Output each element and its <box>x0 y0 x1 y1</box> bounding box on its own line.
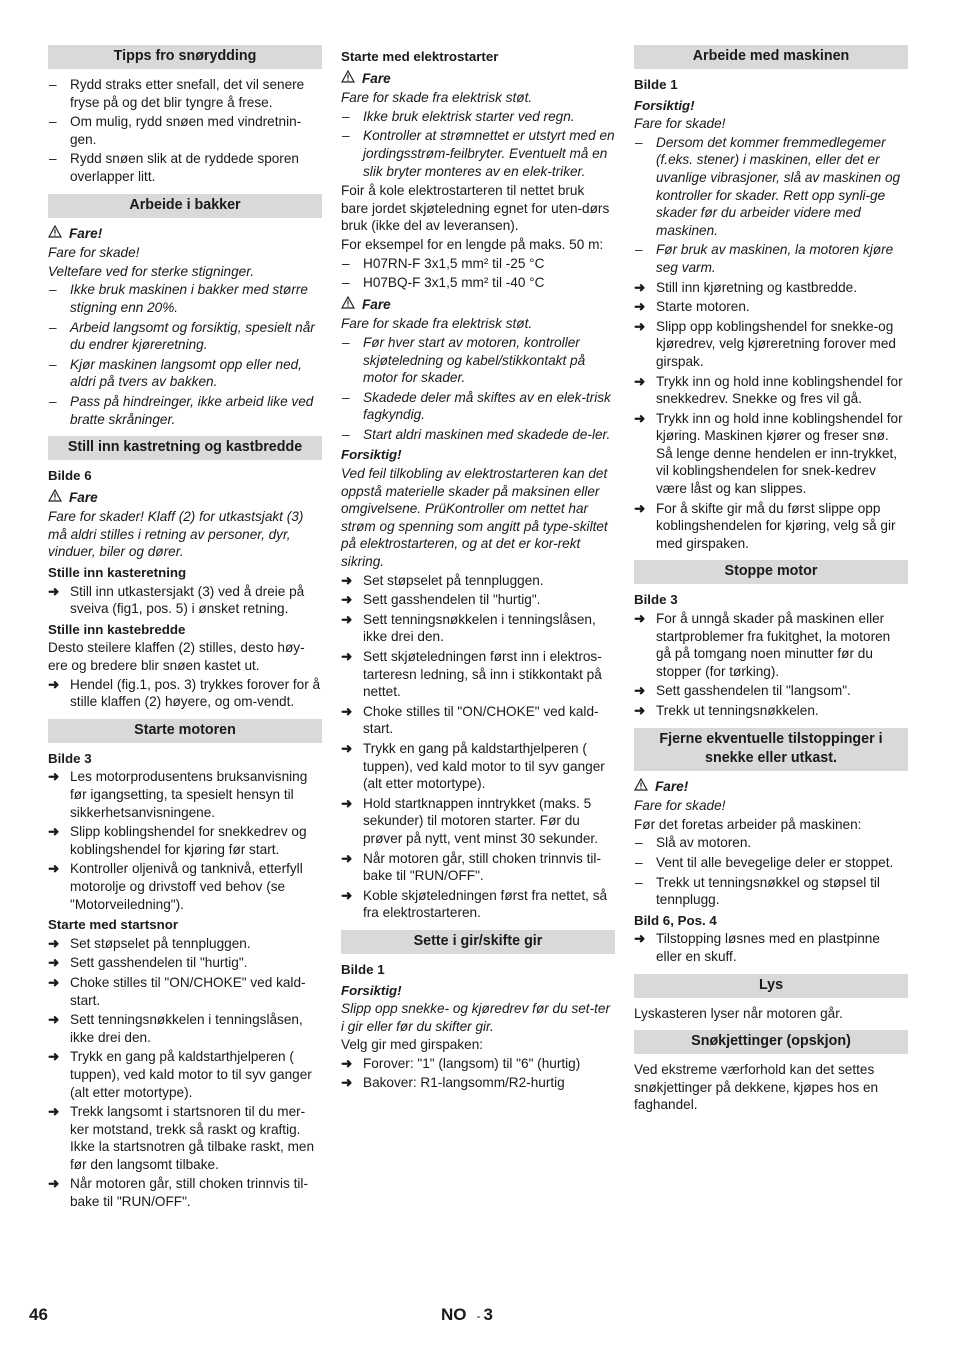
paragraph: Foir å kole elektrostarteren til nettet bruk bare jordet skjøteledning egnet for uten-dørs bruk (ikke del av leveransen). <box>341 183 610 234</box>
subheading: Bilde 3 <box>48 750 92 766</box>
step-item <box>341 591 615 609</box>
paragraph: Veltefare ved for sterke stigninger. <box>48 263 255 279</box>
item-text: Sett tenningsnøkkelen i tenningslåsen, ikke drei den. <box>363 611 596 645</box>
step-item <box>48 583 322 618</box>
item-text: Vent til alle bevegelige deler er stoppet. <box>656 854 894 870</box>
item-text: Slipp koblingshendel for snekkedrev og koblingshendel for kjøring før start. <box>70 824 307 857</box>
step-item <box>634 610 908 680</box>
item-text: Ikke bruk elektrisk starter ved regn. <box>363 108 575 124</box>
item-text: Arbeid langsomt og forsiktig, spesielt når du endrer kjøreretning. <box>70 319 315 353</box>
arrow-icon: ➜ <box>341 703 353 719</box>
arrow-icon: ➜ <box>48 1176 60 1192</box>
list-item <box>48 281 322 316</box>
section-heading: Arbeide i bakker <box>48 194 322 218</box>
item-text: Bakover: R1-langsomm/R2-hurtig <box>363 1075 565 1091</box>
step-item <box>48 935 322 953</box>
warning-triangle-icon <box>341 70 356 88</box>
arrow-icon: ➜ <box>341 611 353 627</box>
list-item <box>48 76 322 111</box>
warning-text: Fare! <box>69 225 103 241</box>
list-item <box>341 127 615 180</box>
paragraph: Fare for skade fra elektrisk støt. <box>341 316 533 332</box>
step-item <box>341 572 615 590</box>
item-text: Trykk en gang på kaldstarthjelperen ( tuppen), ved kald motor to til syv ganger (alt etter motortype). <box>363 740 605 792</box>
section-heading: Snøkjettinger (opskjon) <box>634 1030 908 1054</box>
subheading: Starte med elektrostarter <box>341 49 499 64</box>
item-text: Koble skjøteledningen først fra nettet, så fra elektrostarteren. <box>363 887 608 921</box>
dash-bullet: – <box>342 275 350 291</box>
dash-bullet: – <box>342 426 350 442</box>
step-item <box>634 500 908 553</box>
step-item <box>48 954 322 972</box>
item-text: Kontroller at strømnettet er utstyrt med en jordingsstrøm-feilbryter. Eventuelt må en slik bryter monteres av en elek-triker. <box>363 128 615 179</box>
item-text: Start aldri maskinen med skadede de-ler. <box>363 426 611 442</box>
step-item <box>341 795 615 848</box>
paragraph: Fare for skade! <box>48 245 140 261</box>
item-text: Forover: "1" (langsom) til "6" (hurtig) <box>363 1055 581 1071</box>
language-code <box>441 1306 493 1326</box>
item-text: Trekk langsomt i startsnoren til du mer-ker motstand, trekk så raskt og kraftig. Ikke la startsnotren gå tilbake raskt, men før den langsomt tilbake. <box>70 1104 315 1172</box>
arrow-icon: ➜ <box>48 769 60 785</box>
item-text: Sett gasshendelen til "langsom". <box>656 683 851 699</box>
arrow-icon: ➜ <box>48 824 60 840</box>
step-item <box>341 850 615 885</box>
dash-bullet: – <box>49 393 57 409</box>
warning-triangle-icon <box>48 489 63 507</box>
item-text: For å skifte gir må du først slippe opp koblingshendelen for kjøring, velg så gir med girspaken. <box>656 500 896 551</box>
item-text: Pass på hindreinger, ikke arbeid like ved bratte skråninger. <box>70 393 314 427</box>
dash-bullet: – <box>342 255 350 271</box>
item-text: Når motoren går, still choken trinnvis til-bake til "RUN/OFF". <box>70 1176 308 1210</box>
arrow-icon: ➜ <box>634 703 646 718</box>
list-item <box>634 241 908 276</box>
arrow-icon: ➜ <box>48 861 60 877</box>
paragraph: Fare for skader! Klaff (2) for utkastsjakt (3) må aldri stilles i retning av personer, dyr, vinduer, biler og dører. <box>48 509 304 560</box>
step-item <box>48 1103 322 1173</box>
paragraph: Velg gir med girspaken: <box>341 1037 484 1053</box>
list-item <box>48 319 322 354</box>
item-text: Før hver start av motoren, kontroller skjøteledning og kabel/stikkontakt på motor for skader. <box>363 334 586 386</box>
list-item <box>634 134 908 240</box>
item-text: Om mulig, rydd snøen med vindretnin-gen. <box>70 114 302 147</box>
paragraph: Fare for skade! <box>634 116 726 132</box>
item-text: Hendel (fig.1, pos. 3) trykkes forover for å stille klaffen (2) høyere, og om-vendt. <box>70 676 321 710</box>
item-text: Slå av motoren. <box>656 835 752 851</box>
item-text: Sett tenningsnøkkelen i tenningslåsen, ikke drei den. <box>70 1012 303 1045</box>
item-text: Når motoren går, still choken trinnvis til-bake til "RUN/OFF". <box>363 850 601 884</box>
dash-bullet: – <box>49 282 57 298</box>
warning-text: Fare <box>362 70 391 86</box>
paragraph: Fare for skade! <box>634 798 726 814</box>
warning-label <box>341 296 615 314</box>
arrow-icon: ➜ <box>634 279 646 295</box>
arrow-icon: ➜ <box>341 850 353 866</box>
warning-label <box>48 225 322 243</box>
paragraph: Ved feil tilkobling av elektrostarteren kan det oppstå materielle skader på maksinen eller omgivelsene. PrüKontroller om nettet har strøm og spenning som angitt på type-skiltet på elektrostarteren, og at det er kor-rekt sikring. <box>341 466 608 570</box>
item-text: Choke stilles til "ON/CHOKE" ved kald-start. <box>70 974 306 1008</box>
step-item <box>48 1048 322 1101</box>
list-item <box>48 356 322 391</box>
warning-label <box>48 489 322 507</box>
warning-text: Fare <box>362 296 391 312</box>
arrow-icon: ➜ <box>341 1055 353 1071</box>
dash-bullet: – <box>635 874 643 890</box>
warning-label <box>634 778 908 796</box>
section-heading: Stoppe motor <box>634 560 908 584</box>
warning-text: Fare! <box>655 778 689 794</box>
section-heading: Fjerne ekventuelle tilstoppinger i snekke eller utkast. <box>634 728 908 771</box>
subheading: Bild 6, Pos. 4 <box>634 912 717 928</box>
dash-bullet: – <box>635 835 643 851</box>
step-item <box>341 887 615 922</box>
section-dash: - <box>476 1309 481 1323</box>
item-text: Kontroller oljenivå og tanknivå, etterfyll motorolje og drivstoff ved behov (se "Motorveiledning"). <box>70 861 303 912</box>
step-item <box>634 279 908 297</box>
arrow-icon: ➜ <box>341 572 353 588</box>
list-item <box>341 389 615 424</box>
paragraph: Slipp opp snekke- og kjøredrev før du set-ter i gir eller før du skifter gir. <box>341 1001 610 1034</box>
item-text: Før bruk av maskinen, la motoren kjøre seg varm. <box>656 242 894 275</box>
subheading: Stille inn kastebredde <box>48 621 186 637</box>
arrow-icon: ➜ <box>634 318 646 334</box>
item-text: Still inn utkastersjakt (3) ved å dreie på sveiva (fig1, pos. 5) i ønsket retning. <box>70 583 305 617</box>
arrow-icon: ➜ <box>341 649 353 664</box>
subheading: Bilde 6 <box>48 468 92 484</box>
arrow-icon: ➜ <box>341 1075 353 1091</box>
warning-triangle-icon <box>48 225 63 243</box>
item-text: Sett gasshendelen til "hurtig". <box>363 592 541 608</box>
dash-bullet: – <box>635 854 643 870</box>
step-item <box>48 1011 322 1046</box>
list-item <box>48 393 322 428</box>
subheading: Stille inn kasteretning <box>48 565 187 581</box>
item-text: Trykk inn og hold inne koblingshendel for kjøring. Maskinen kjører og freser snø. Så lenge denne hendelen er inn-trykket, vil koblingshendelen for snek-kedrev være låst og kan slippes. <box>656 410 903 497</box>
list-item <box>48 150 322 185</box>
item-text: Trykk en gang på kaldstarthjelperen ( tuppen), ved kald motor to til syv ganger (alt etter motortype). <box>70 1049 312 1100</box>
paragraph: Lyskasteren lyser når motoren går. <box>634 1005 843 1021</box>
step-item <box>634 298 908 316</box>
item-text: Les motorprodusentens bruksanvisning før igangsetting, ta spesielt hensyn til sikkerhetsanvisningene. <box>70 769 308 820</box>
caution-label: Forsiktig! <box>341 447 402 463</box>
list-item <box>341 334 615 387</box>
step-item <box>48 860 322 913</box>
list-item <box>341 426 615 444</box>
item-text: Set støpselet på tennpluggen. <box>70 935 251 951</box>
arrow-icon: ➜ <box>341 740 353 756</box>
item-text: For å unngå skader på maskinen eller startproblemer fra fukitghet, la motoren gå på tomgang noen minutter før du stopper (for tørking). <box>656 611 891 679</box>
step-item <box>341 740 615 793</box>
item-text: Kjør maskinen langsomt opp eller ned, aldri på tvers av bakken. <box>70 356 302 390</box>
step-item <box>48 823 322 858</box>
arrow-icon: ➜ <box>634 931 646 947</box>
step-item <box>634 318 908 371</box>
dash-bullet: – <box>49 77 57 92</box>
section-heading: Arbeide med maskinen <box>634 45 908 69</box>
item-text: Hold startknappen inntrykket (maks. 5 sekunder) til motoren starter. Før du prøver på nytt, vent minst 30 sekunder. <box>363 795 598 846</box>
dash-bullet: – <box>342 334 350 350</box>
step-item <box>341 703 615 738</box>
item-text: Sett gasshendelen til "hurtig". <box>70 955 248 971</box>
subheading: Bilde 3 <box>634 592 678 608</box>
dash-bullet: – <box>635 242 643 258</box>
list-item <box>48 113 322 148</box>
warning-triangle-icon <box>634 778 649 796</box>
step-item <box>341 1074 615 1092</box>
step-item <box>48 974 322 1009</box>
arrow-icon: ➜ <box>634 410 646 426</box>
subheading: Bilde 1 <box>341 961 385 977</box>
language-label: NO <box>441 1305 467 1324</box>
step-item <box>48 676 322 711</box>
caution-label: Forsiktig! <box>341 982 402 998</box>
dash-bullet: – <box>49 319 57 335</box>
arrow-icon: ➜ <box>48 1104 60 1120</box>
dash-bullet: – <box>49 356 57 372</box>
dash-bullet: – <box>342 108 350 124</box>
item-text: Choke stilles til "ON/CHOKE" ved kald-start. <box>363 703 599 737</box>
paragraph: Ved ekstreme værforhold kan det settes snøkjettinger på dekkene, kjøpes hos en faghandel. <box>634 1062 879 1113</box>
arrow-icon: ➜ <box>634 500 646 516</box>
subheading: Bilde 1 <box>634 77 678 92</box>
list-item <box>634 874 908 909</box>
step-item <box>634 373 908 408</box>
arrow-icon: ➜ <box>48 583 60 599</box>
dash-bullet: – <box>342 128 350 144</box>
step-item <box>634 410 908 498</box>
arrow-icon: ➜ <box>634 683 646 699</box>
warning-text: Fare <box>69 489 98 505</box>
arrow-icon: ➜ <box>48 676 60 692</box>
item-text: Starte motoren. <box>656 299 750 315</box>
list-item <box>341 255 615 273</box>
arrow-icon: ➜ <box>341 592 353 608</box>
column-1 <box>48 45 322 1213</box>
section-heading: Still inn kastretning og kastbredde <box>48 436 322 460</box>
item-text: Trykk inn og hold inne koblingshendel for snekkedrev. Snekke og fres vil gå. <box>656 373 903 407</box>
arrow-icon: ➜ <box>634 373 646 389</box>
step-item <box>48 768 322 821</box>
list-item <box>634 854 908 872</box>
item-text: Trekk ut tenningsnøkkelen. <box>656 703 819 718</box>
item-text: Skadede deler må skiftes av en elek-trisk fagkyndig. <box>363 389 611 423</box>
paragraph: For eksempel for en lengde på maks. 50 m: <box>341 236 604 252</box>
item-text: Set støpselet på tennpluggen. <box>363 572 544 588</box>
dash-bullet: – <box>49 114 57 130</box>
step-item <box>341 648 615 701</box>
paragraph: Desto steilere klaffen (2) stilles, desto høy-ere og bredere blir snøen kastet ut. <box>48 640 305 674</box>
arrow-icon: ➜ <box>341 795 353 811</box>
item-text: Trekk ut tenningsnøkkel og støpsel til tennplugg. <box>656 874 880 908</box>
arrow-icon: ➜ <box>48 935 60 951</box>
arrow-icon: ➜ <box>634 299 646 315</box>
step-item <box>48 1175 322 1210</box>
section-heading: Starte motoren <box>48 719 322 743</box>
item-text: Slipp opp koblingshendel for snekke-og kjøredrev, velg kjøreretning forover med girspak. <box>656 318 896 369</box>
item-text: H07RN-F 3x1,5 mm² til -25 °C <box>363 255 545 271</box>
section-heading: Lys <box>634 974 908 998</box>
item-text: Dersom det kommer fremmedlegemer (f.eks. stener) i maskinen, eller det er uvanlige vibrasjoner, slå av maskinen og kontroller for skader. Rett opp synli-ge skader før du arbeider videre med maskinen. <box>656 134 901 238</box>
subheading: Starte med startsnor <box>48 917 179 933</box>
paragraph: Fare for skade fra elektrisk støt. <box>341 90 533 106</box>
item-text: Rydd snøen slik at de ryddede sporen overlapper litt. <box>70 151 299 184</box>
item-text: Rydd straks etter snefall, det vil senere fryse på og det blir tyngre å frese. <box>70 77 305 110</box>
arrow-icon: ➜ <box>48 955 60 971</box>
arrow-icon: ➜ <box>341 887 353 903</box>
item-text: Sett skjøteledningen først inn i elektros-tarteresn ledning, så inn i stikkontakt på nettet. <box>363 649 602 700</box>
section-number: 3 <box>483 1305 493 1324</box>
list-item <box>341 274 615 292</box>
step-item <box>341 611 615 646</box>
dash-bullet: – <box>635 134 643 150</box>
step-item <box>341 1055 615 1073</box>
section-heading: Sette i gir/skifte gir <box>341 930 615 954</box>
dash-bullet: – <box>342 389 350 405</box>
column-3 <box>634 45 908 1115</box>
arrow-icon: ➜ <box>48 1012 60 1028</box>
item-text: Still inn kjøretning og kastbredde. <box>656 279 857 295</box>
list-item <box>341 108 615 126</box>
section-heading: Tipps fro snørydding <box>48 45 322 69</box>
list-item <box>634 834 908 852</box>
warning-triangle-icon <box>341 296 356 314</box>
caution-label: Forsiktig! <box>634 97 695 113</box>
dash-bullet: – <box>49 151 57 167</box>
step-item <box>634 930 908 965</box>
arrow-icon: ➜ <box>48 974 60 990</box>
arrow-icon: ➜ <box>48 1049 60 1065</box>
item-text: H07BQ-F 3x1,5 mm² til -40 °C <box>363 275 545 291</box>
item-text: Tilstopping løsnes med en plastpinne eller en skuff. <box>656 931 880 964</box>
warning-label <box>341 70 615 88</box>
arrow-icon: ➜ <box>634 611 646 627</box>
step-item <box>634 682 908 700</box>
item-text: Ikke bruk maskinen i bakker med større stigning enn 20%. <box>70 282 308 315</box>
column-2 <box>341 45 615 1094</box>
step-item <box>634 702 908 720</box>
paragraph: Før det foretas arbeider på maskinen: <box>634 816 862 832</box>
page-number: 46 <box>29 1305 48 1324</box>
